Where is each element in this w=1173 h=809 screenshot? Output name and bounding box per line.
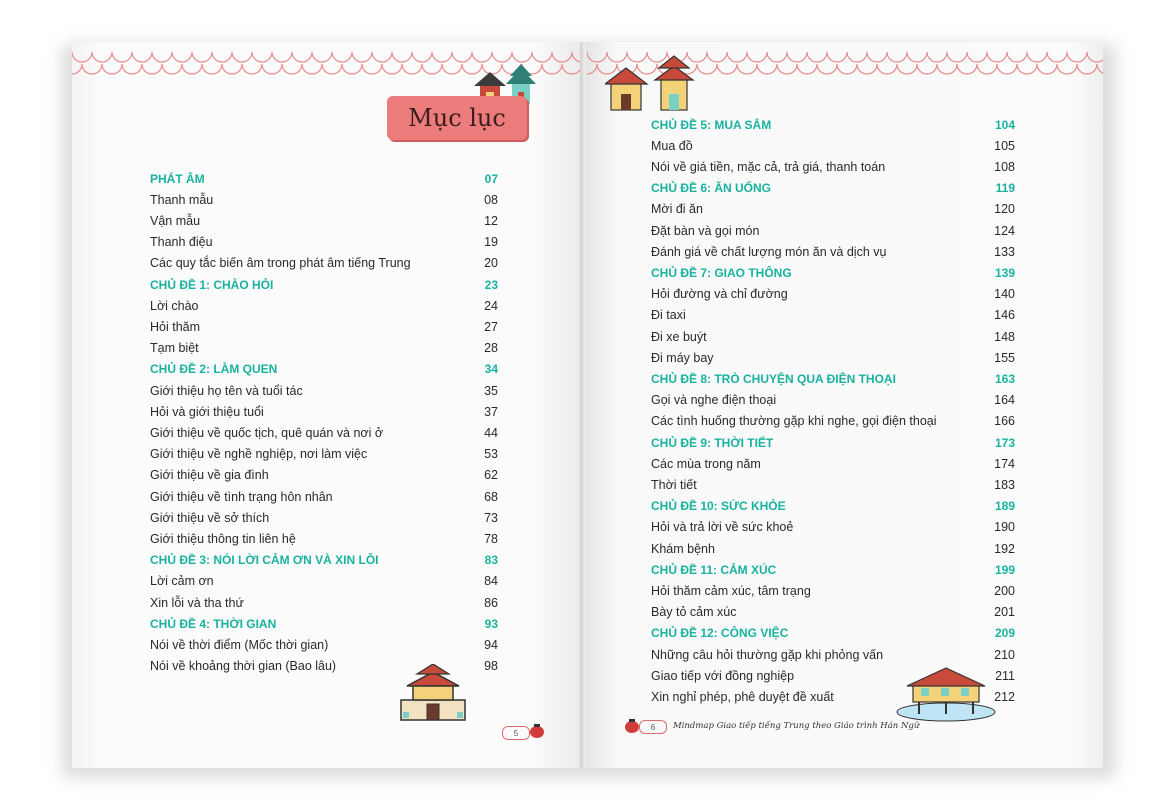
toc-page-number: 124 <box>994 223 1015 238</box>
toc-entry-title: Hỏi và giới thiệu tuổi <box>150 404 264 419</box>
toc-page-number: 104 <box>994 117 1015 132</box>
toc-entry-row <box>150 316 498 337</box>
toc-entry-row <box>651 135 1015 156</box>
toc-page-number: 190 <box>994 520 1015 535</box>
toc-page-number: 192 <box>994 541 1015 556</box>
toc-page-number: 212 <box>994 689 1015 704</box>
toc-page-number: 35 <box>484 383 498 398</box>
toc-entry-row <box>150 634 498 655</box>
toc-topic-row <box>150 274 498 295</box>
toc-entry-title: Xin nghỉ phép, phê duyệt đề xuất <box>651 689 834 704</box>
toc-page-number: 12 <box>484 213 498 228</box>
toc-page-number: 08 <box>484 192 498 207</box>
page-number: 6 <box>650 722 656 732</box>
toc-page-number: 166 <box>994 414 1015 429</box>
toc-entry-title: Thanh điệu <box>150 235 213 250</box>
toc-page-number: 84 <box>484 574 498 589</box>
toc-entry-title: Nói về thời điểm (Mốc thời gian) <box>150 637 329 652</box>
toc-page-number: 146 <box>994 308 1015 323</box>
toc-page-number: 20 <box>484 256 498 271</box>
toc-entry-row <box>150 189 498 210</box>
toc-entry-title: PHÁT ÂM <box>150 171 205 186</box>
toc-entry-title: Đi xe buýt <box>651 329 707 344</box>
toc-entry-title: Đi máy bay <box>651 350 714 365</box>
toc-entry-title: Lời cảm ơn <box>150 574 214 589</box>
toc-entry-title: Mua đồ <box>651 138 693 153</box>
toc-entry-row <box>651 411 1015 432</box>
toc-entry-title: Tạm biệt <box>150 341 199 356</box>
toc-entry-title: Gọi và nghe điện thoại <box>651 393 777 408</box>
toc-entry-row <box>651 326 1015 347</box>
toc-entry-row <box>651 474 1015 495</box>
toc-entry-title: CHỦ ĐỀ 2: LÀM QUEN <box>150 362 278 377</box>
toc-page-number: 78 <box>484 531 498 546</box>
toc-entry-title: Đặt bàn và gọi món <box>651 223 760 238</box>
toc-page-number: 93 <box>484 616 498 631</box>
toc-entry-title: Khám bệnh <box>651 541 715 556</box>
toc-entry-title: Giới thiệu về sở thích <box>150 510 270 525</box>
toc-entry-row <box>651 390 1015 411</box>
toc-entry-row <box>150 295 498 316</box>
toc-page-number: 140 <box>994 287 1015 302</box>
toc-page-number: 120 <box>994 202 1015 217</box>
toc-entry-row <box>150 486 498 507</box>
toc-topic-row <box>651 432 1015 453</box>
toc-topic-row <box>150 550 498 571</box>
toc-page-number: 199 <box>994 562 1015 577</box>
toc-entry-title: Mời đi ăn <box>651 202 703 217</box>
toc-page-number: 07 <box>484 171 498 186</box>
toc-list-right <box>651 114 1015 714</box>
toc-page-number: 34 <box>484 362 498 377</box>
toc-topic-row <box>651 368 1015 389</box>
toc-entry-title: Các tình huống thường gặp khi nghe, gọi điện thoại <box>651 414 937 429</box>
toc-entry-row <box>150 232 498 253</box>
toc-entry-title: Các mùa trong năm <box>651 456 761 471</box>
toc-entry-title: Nói về giá tiền, mặc cả, trả giá, thanh toán <box>651 159 886 174</box>
toc-topic-row <box>651 496 1015 517</box>
toc-page-number: 210 <box>994 647 1015 662</box>
toc-entry-title: Giới thiệu về quốc tịch, quê quán và nơi ở <box>150 425 384 440</box>
toc-entry-row <box>651 220 1015 241</box>
toc-page-number: 28 <box>484 341 498 356</box>
stilt-house-illustration <box>895 664 997 722</box>
toc-entry-title: CHỦ ĐỀ 11: CẢM XÚC <box>651 562 777 577</box>
toc-entry-title: Bày tỏ cảm xúc <box>651 605 737 620</box>
toc-page-number: 163 <box>994 371 1015 386</box>
toc-page-number: 133 <box>994 244 1015 259</box>
toc-entry-row <box>651 580 1015 601</box>
left-page <box>72 42 584 768</box>
toc-entry-title: Vận mẫu <box>150 213 201 228</box>
title-banner <box>387 96 527 140</box>
toc-page-number: 148 <box>994 329 1015 344</box>
toc-entry-row <box>150 465 498 486</box>
page-number: 5 <box>513 728 519 738</box>
toc-page-number: 19 <box>484 235 498 250</box>
toc-entry-title: CHỦ ĐỀ 9: THỜI TIẾT <box>651 435 774 450</box>
toc-page-number: 27 <box>484 319 498 334</box>
toc-entry-title: CHỦ ĐỀ 6: ĂN UỐNG <box>651 181 772 196</box>
toc-page-number: 200 <box>994 583 1015 598</box>
toc-page-number: 68 <box>484 489 498 504</box>
toc-entry-title: Giới thiệu thông tin liên hệ <box>150 531 296 546</box>
toc-entry-title: CHỦ ĐỀ 5: MUA SẮM <box>651 117 772 132</box>
toc-topic-row <box>651 178 1015 199</box>
pagoda-illustration <box>605 54 701 114</box>
toc-entry-title: CHỦ ĐỀ 4: THỜI GIAN <box>150 616 277 631</box>
toc-page-number: 83 <box>484 553 498 568</box>
toc-page-number: 98 <box>484 659 498 674</box>
toc-entry-row <box>150 422 498 443</box>
toc-entry-title: CHỦ ĐỀ 1: CHÀO HỎI <box>150 277 274 292</box>
footer-book-title: Mindmap Giao tiếp tiếng Trung theo Giáo trình Hán Ngữ <box>673 721 920 731</box>
toc-entry-title: Thời tiết <box>651 477 697 492</box>
toc-page-number: 108 <box>994 159 1015 174</box>
gate-illustration <box>397 664 469 722</box>
toc-page-number: 53 <box>484 447 498 462</box>
toc-entry-row <box>150 338 498 359</box>
toc-entry-row <box>651 347 1015 368</box>
toc-entry-title: Xin lỗi và tha thứ <box>150 595 244 610</box>
toc-page-number: 62 <box>484 468 498 483</box>
toc-page-number: 37 <box>484 404 498 419</box>
right-page <box>587 42 1103 768</box>
toc-page-number: 173 <box>994 435 1015 450</box>
toc-entry-row <box>150 401 498 422</box>
toc-page-number: 105 <box>994 138 1015 153</box>
toc-entry-title: CHỦ ĐỀ 12: CÔNG VIỆC <box>651 626 789 641</box>
toc-topic-row <box>150 168 498 189</box>
toc-entry-title: CHỦ ĐỀ 8: TRÒ CHUYỆN QUA ĐIỆN THOẠI <box>651 371 896 386</box>
toc-topic-row <box>651 114 1015 135</box>
toc-topic-row <box>651 262 1015 283</box>
toc-entry-row <box>150 592 498 613</box>
toc-entry-row <box>651 305 1015 326</box>
toc-entry-row <box>651 241 1015 262</box>
toc-entry-title: Hỏi và trả lời về sức khoẻ <box>651 520 794 535</box>
toc-entry-title: CHỦ ĐỀ 10: SỨC KHỎE <box>651 499 786 514</box>
toc-entry-title: Giao tiếp với đồng nghiệp <box>651 668 795 683</box>
toc-entry-title: Thanh mẫu <box>150 192 214 207</box>
toc-entry-row <box>150 507 498 528</box>
toc-entry-row <box>651 602 1015 623</box>
toc-page-number: 73 <box>484 510 498 525</box>
toc-entry-title: Các quy tắc biến âm trong phát âm tiếng Trung <box>150 256 411 271</box>
toc-entry-title: Đi taxi <box>651 308 686 323</box>
toc-entry-row <box>651 644 1015 665</box>
toc-entry-title: Đánh giá về chất lượng món ăn và dịch vụ <box>651 244 887 259</box>
toc-entry-title: Hỏi thăm cảm xúc, tâm trạng <box>651 583 811 598</box>
toc-page-number: 183 <box>994 477 1015 492</box>
toc-topic-row <box>150 359 498 380</box>
toc-entry-row <box>150 210 498 231</box>
toc-entry-row <box>150 380 498 401</box>
toc-entry-title: Giới thiệu về gia đình <box>150 468 269 483</box>
toc-list-left <box>150 168 498 688</box>
toc-entry-title: Hỏi thăm <box>150 319 201 334</box>
toc-entry-row <box>651 156 1015 177</box>
toc-entry-row <box>651 538 1015 559</box>
toc-entry-title: CHỦ ĐỀ 3: NÓI LỜI CẢM ƠN VÀ XIN LỖI <box>150 553 379 568</box>
toc-entry-row <box>150 571 498 592</box>
toc-entry-row <box>150 444 498 465</box>
toc-entry-title: Giới thiệu họ tên và tuổi tác <box>150 383 303 398</box>
toc-page-number: 155 <box>994 350 1015 365</box>
toc-page-number: 164 <box>994 393 1015 408</box>
toc-entry-title: CHỦ ĐỀ 7: GIAO THÔNG <box>651 265 792 280</box>
page-number-badge <box>639 720 667 734</box>
toc-page-number: 139 <box>994 265 1015 280</box>
toc-topic-row <box>651 559 1015 580</box>
toc-page-number: 174 <box>994 456 1015 471</box>
toc-page-number: 44 <box>484 425 498 440</box>
toc-entry-title: Nói về khoảng thời gian (Bao lâu) <box>150 659 337 674</box>
toc-entry-title: Hỏi đường và chỉ đường <box>651 287 788 302</box>
toc-page-number: 189 <box>994 499 1015 514</box>
toc-page-number: 86 <box>484 595 498 610</box>
toc-entry-title: Giới thiệu về nghề nghiệp, nơi làm việc <box>150 447 368 462</box>
toc-page-number: 24 <box>484 298 498 313</box>
toc-entry-row <box>651 284 1015 305</box>
toc-entry-title: Giới thiệu về tình trạng hôn nhân <box>150 489 333 504</box>
toc-page-number: 209 <box>994 626 1015 641</box>
toc-entry-row <box>651 199 1015 220</box>
toc-entry-row <box>150 528 498 549</box>
toc-page-number: 119 <box>995 181 1015 196</box>
toc-page-number: 94 <box>484 637 498 652</box>
toc-entry-row <box>651 517 1015 538</box>
page-number-badge <box>502 726 530 740</box>
toc-entry-row <box>150 253 498 274</box>
toc-page-number: 23 <box>484 277 498 292</box>
toc-page-number: 201 <box>994 605 1015 620</box>
toc-topic-row <box>651 623 1015 644</box>
toc-entry-row <box>651 453 1015 474</box>
lantern-icon <box>528 722 546 740</box>
toc-entry-title: Lời chào <box>150 298 199 313</box>
toc-topic-row <box>150 613 498 634</box>
page-title: Mục lục <box>408 104 506 132</box>
toc-page-number: 211 <box>995 668 1015 683</box>
toc-entry-title: Những câu hỏi thường gặp khi phỏng vấn <box>651 647 884 662</box>
